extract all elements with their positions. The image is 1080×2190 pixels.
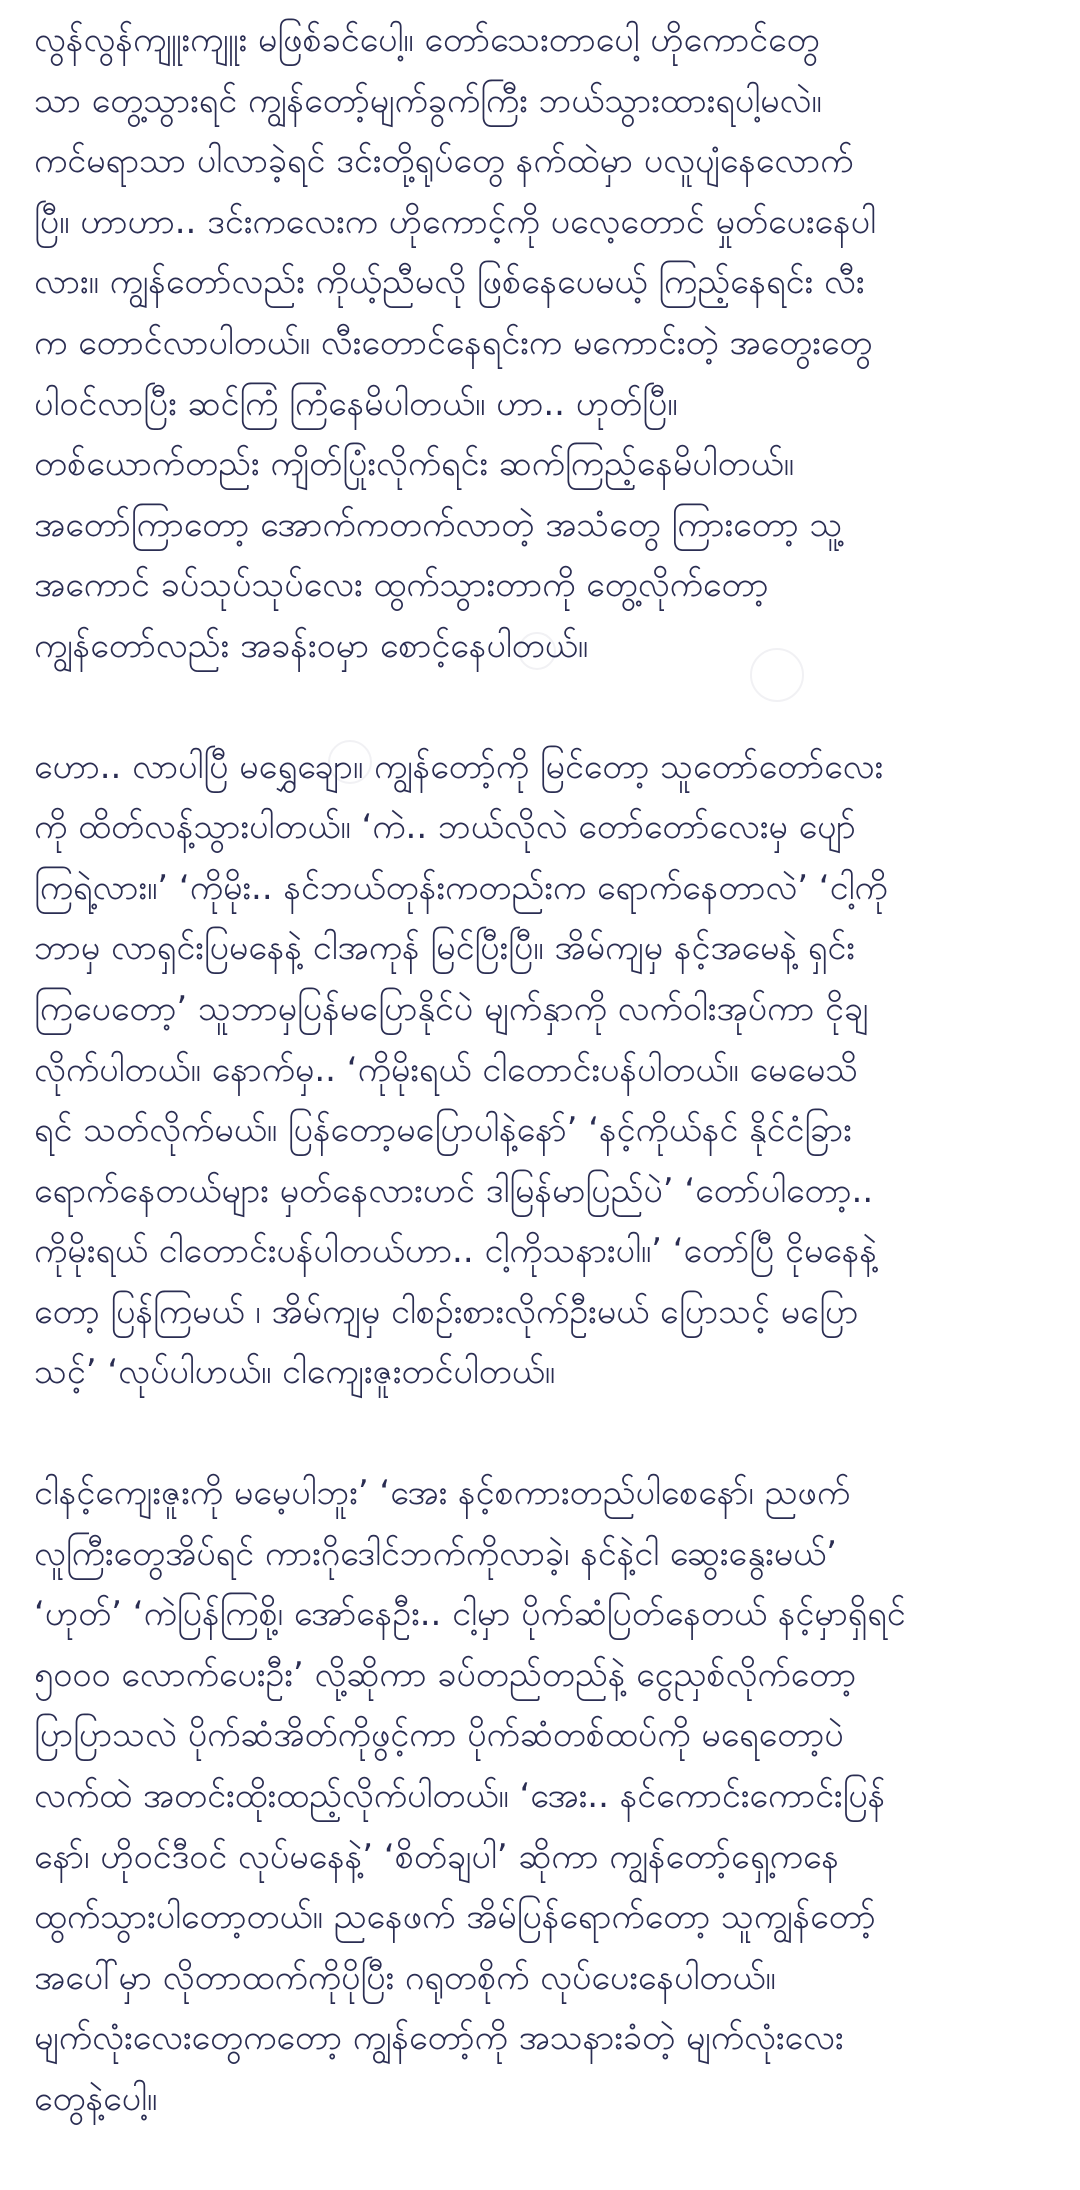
paragraph-2: [34, 737, 1050, 1404]
text-line: ကင်မရာသာ ပါလာခဲ့ရင် ဒင်းတို့ရုပ်တွေ နက်ထဲမှာ ပလူပျံနေလောက်: [34, 141, 854, 182]
text-line: တွေနဲ့ပေါ့။: [34, 2079, 158, 2119]
text-line: လွန်လွန်ကျူးကျူး မဖြစ်ခင်ပေါ့။ တော်သေးတာပေါ့ ဟိုကောင်တွေ: [34, 20, 820, 60]
text-line: ကိုမိုးရယ် ငါတောင်းပန်ပါတယ်ဟာ.. ငါ့ကိုသနားပါ။’ ‘တော်ပြီ ငိုမနေနဲ့: [34, 1231, 877, 1272]
text-line: ပြာပြာသလဲ ပိုက်ဆံအိတ်ကိုဖွင့်ကာ ပိုက်ဆံတစ်ထပ်ကို မရေတော့ပဲ: [34, 1715, 844, 1756]
text-line: ဘာမှ လာရှင်းပြမနေနဲ့ ငါအကုန် မြင်ပြီးပြီ။ အိမ်ကျမှ နင့်အမေနဲ့ ရှင်း: [34, 928, 855, 969]
text-line: ၅၀၀၀ လောက်ပေးဦး’ လို့ဆိုကာ ခပ်တည်တည်နဲ့ ငွေညှစ်လိုက်တော့: [34, 1654, 857, 1695]
text-line: က တောင်လာပါတယ်။ လီးတောင်နေရင်းက မကောင်းတဲ့ အတွေးတွေ: [34, 322, 873, 363]
text-line: ပြီ။ ဟာဟာ.. ဒင်းကလေးက ဟိုကောင့်ကို ပလေ့တောင် မှုတ်ပေးနေပါ: [34, 201, 876, 242]
text-line: ကျွန်တော်လည်း အခန်းဝမှာ စောင့်နေပါတယ်။: [34, 625, 588, 666]
text-line: ကို ထိတ်လန့်သွားပါတယ်။ ‘ကဲ.. ဘယ်လိုလဲ တော်တော်လေးမှ ပျော်: [34, 807, 856, 848]
text-line: ထွက်သွားပါတော့တယ်။ ညနေဖက် အိမ်ပြန်ရောက်တော့ သူကျွန်တော့်: [34, 1897, 876, 1938]
text-line: အပေါ်မှာ လိုတာထက်ကိုပိုပြီး ဂရုတစိုက် လုပ်ပေးနေပါတယ်။: [34, 1957, 776, 1998]
paragraph-3: [34, 1463, 1050, 2130]
text-line: သင့်’ ‘လုပ်ပါဟယ်။ ငါကျေးဇူးတင်ပါတယ်။: [34, 1352, 556, 1393]
text-line: သာ တွေ့သွားရင် ကျွန်တော့်မျက်ခွက်ကြီး ဘယ်သွားထားရပါ့မလဲ။: [34, 80, 822, 121]
text-line: မျက်လုံးလေးတွေကတော့ ကျွန်တော့်ကို အသနားခံတဲ့ မျက်လုံးလေး: [34, 2018, 844, 2059]
text-line: ရင် သတ်လိုက်မယ်။ ပြန်တော့မပြောပါနဲ့နော်’ ‘နင့်ကိုယ်နင် နိုင်ငံခြား: [34, 1110, 852, 1151]
text-line: ငါနင့်ကျေးဇူးကို မမေ့ပါဘူး’ ‘အေး နင့်စကားတည်ပါစေနော်၊ ညဖက်: [34, 1473, 851, 1514]
text-line: နော်၊ ဟိုဝင်ဒီဝင် လုပ်မနေနဲ့’ ‘စိတ်ချပါ’ ဆိုကာ ကျွန်တော့်ရှေ့ကနေ: [34, 1836, 840, 1877]
text-line: လက်ထဲ အတင်းထိုးထည့်လိုက်ပါတယ်။ ‘အေး.. နင်ကောင်းကောင်းပြန်: [34, 1776, 886, 1817]
article-body: [34, 10, 1050, 2190]
text-line: ပါဝင်လာပြီး ဆင်ကြံ ကြံနေမိပါတယ်။ ဟာ.. ဟုတ်ပြီ။: [34, 383, 678, 424]
paragraph-1: [34, 10, 1050, 677]
text-line: လိုက်ပါတယ်။ နောက်မှ.. ‘ကိုမိုးရယ် ငါတောင်းပန်ပါတယ်။ မေမေသိ: [34, 1049, 859, 1090]
text-line: တစ်ယောက်တည်း ကျိတ်ပြုံးလိုက်ရင်း ဆက်ကြည့်နေမိပါတယ်။: [34, 444, 794, 485]
text-line: အတော်ကြာတော့ အောက်ကတက်လာတဲ့ အသံတွေ ကြားတော့ သူ့: [34, 504, 843, 545]
text-line: လား။ ကျွန်တော်လည်း ကိုယ့်ညီမလို ဖြစ်နေပေမယ့် ကြည့်နေရင်း လီး: [34, 262, 865, 303]
text-line: ကြရဲ့လား။’ ‘ကိုမိုး.. နင်ဘယ်တုန်းကတည်းက ရောက်နေတာလဲ’ ‘ငါ့ကို: [34, 867, 888, 908]
text-line: ဟော.. လာပါပြီ မရွှေချော။ ကျွန်တော့်ကို မြင်တော့ သူတော်တော်လေး: [34, 746, 884, 787]
text-line: ရောက်နေတယ်များ မှတ်နေလားဟင် ဒါမြန်မာပြည်ပဲ’ ‘တော်ပါတော့..: [34, 1170, 874, 1211]
text-line: တော့ ပြန်ကြမယ် ၊ အိမ်ကျမှ ငါစဉ်းစားလိုက်ဦးမယ် ပြောသင့် မပြော: [34, 1291, 859, 1332]
text-line: အကောင် ခပ်သုပ်သုပ်လေး ထွက်သွားတာကို တွေ့လိုက်တော့: [34, 565, 769, 606]
text-line: လူကြီးတွေအိပ်ရင် ကားဂိုဒေါင်ဘက်ကိုလာခဲ့၊ နင်နဲ့ငါ ဆွေးနွေးမယ်’: [34, 1533, 837, 1574]
text-line: ‘ဟုတ်’ ‘ကဲပြန်ကြစို့၊ အော်နေဦး.. ငါ့မှာ ပိုက်ဆံပြတ်နေတယ် နင့်မှာရှိရင်: [34, 1594, 906, 1635]
text-line: ကြပေတော့’ သူဘာမှပြန်မပြောနိုင်ပဲ မျက်နှာကို လက်ဝါးအုပ်ကာ ငိုချ: [34, 988, 869, 1029]
